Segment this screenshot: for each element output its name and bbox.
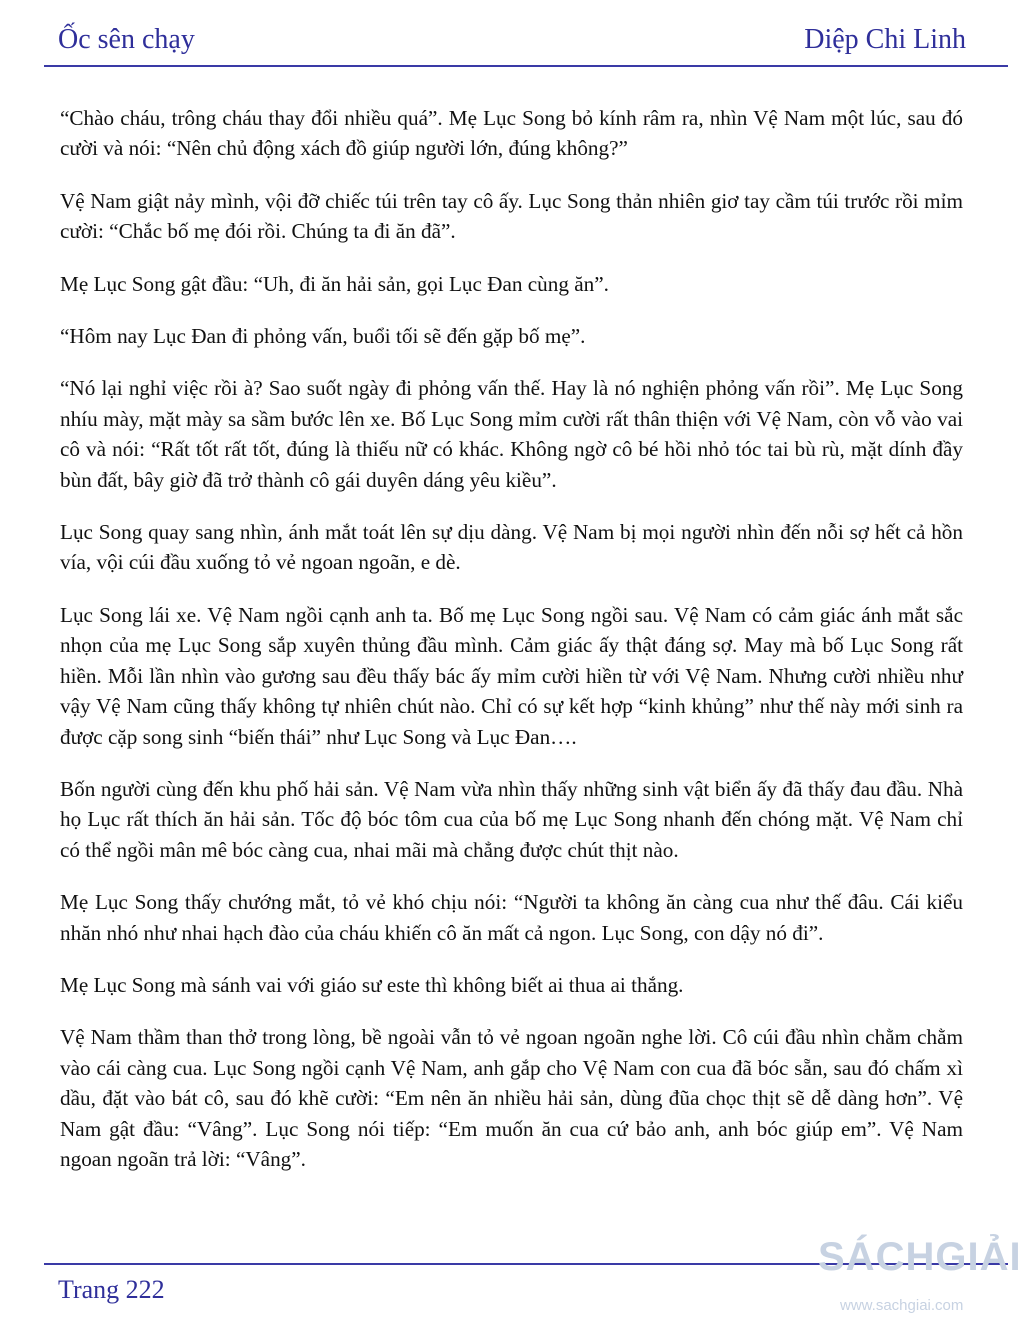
paragraph: Lục Song lái xe. Vệ Nam ngồi cạnh anh ta. Bố mẹ Lục Song ngồi sau. Vệ Nam có cảm giác ánh mắt sắc nhọn của mẹ Lục Song sắp xuyên thủng đầu mình. Cảm giác ấy thật đáng sợ. May mà bố Lục Song rất hiền. Mỗi lần nhìn vào gương sau đều thấy bác ấy mỉm cười hiền từ với Vệ Nam. Nhưng cười nhiều như vậy Vệ Nam cũng thấy không tự nhiên chút nào. Chỉ có sự kết hợp “kinh khủng” như thế này mới sinh ra được cặp song sinh “biến thái” như Lục Song và Lục Đan…. bbox=[60, 602, 963, 749]
paragraph: Vệ Nam giật nảy mình, vội đỡ chiếc túi trên tay cô ấy. Lục Song thản nhiên giơ tay cầm túi trước rồi mỉm cười: “Chắc bố mẹ đói rồi. Chúng ta đi ăn đã”. bbox=[60, 188, 963, 244]
paragraph: “Chào cháu, trông cháu thay đổi nhiều quá”. Mẹ Lục Song bỏ kính râm ra, nhìn Vệ Nam một lúc, sau đó cười và nói: “Nên chủ động xách đồ giúp người lớn, đúng không?” bbox=[60, 106, 963, 161]
paragraph: Mẹ Lục Song mà sánh vai với giáo sư este thì không biết ai thua ai thắng. bbox=[60, 972, 684, 997]
author-name: Diệp Chi Linh bbox=[804, 24, 966, 55]
paragraph: Bốn người cùng đến khu phố hải sản. Vệ Nam vừa nhìn thấy những sinh vật biển ấy đã thấy đau đầu. Nhà họ Lục rất thích ăn hải sản. Tốc độ bóc tôm cua của bố mẹ Lục Song nhanh đến chóng mặt. Vệ Nam chỉ có thể ngồi mân mê bóc càng cua, nhai mãi mà chẳng được chút thịt nào. bbox=[60, 776, 963, 862]
page-header bbox=[58, 24, 966, 64]
watermark-brand: SÁCHGIẢI bbox=[818, 1235, 1022, 1279]
header-divider bbox=[44, 65, 1008, 67]
paragraph: Vệ Nam thầm than thở trong lòng, bề ngoài vẫn tỏ vẻ ngoan ngoãn nghe lời. Cô cúi đầu nhìn chằm chằm vào cái càng cua. Lục Song ngồi cạnh Vệ Nam, anh gắp cho Vệ Nam con cua đã bóc sẵn, sau đó chấm xì dầu, đặt vào bát cô, sau đó khẽ cười: “Em nên ăn nhiều hải sản, dùng đũa chọc thịt sẽ dễ dàng hơn”. Vệ Nam gật đầu: “Vâng”. Lục Song nói tiếp: “Em muốn ăn cua cứ bảo anh, anh bóc giúp em”. Vệ Nam ngoan ngoãn trả lời: “Vâng”. bbox=[60, 1025, 963, 1171]
paragraph: Lục Song quay sang nhìn, ánh mắt toát lên sự dịu dàng. Vệ Nam bị mọi người nhìn đến nỗi sợ hết cả hồn vía, vội cúi đầu xuống tỏ vẻ ngoan ngoãn, e dè. bbox=[60, 520, 963, 575]
paragraph: Mẹ Lục Song gật đầu: “Uh, đi ăn hải sản, gọi Lục Đan cùng ăn”. bbox=[60, 271, 609, 296]
paragraph: “Hôm nay Lục Đan đi phỏng vấn, buổi tối sẽ đến gặp bố mẹ”. bbox=[60, 324, 586, 349]
watermark-logo bbox=[818, 1235, 1022, 1325]
paragraph: Mẹ Lục Song thấy chướng mắt, tỏ vẻ khó chịu nói: “Người ta không ăn càng cua như thế đâu. Cái kiểu nhăn nhó như nhai hạch đào của cháu khiến cô ăn mất cả ngon. Lục Song, con dậy nó đi”. bbox=[60, 890, 963, 945]
page-number: Trang 222 bbox=[58, 1275, 165, 1304]
page-body bbox=[60, 103, 963, 1196]
watermark-url: www.sachgiai.com bbox=[840, 1297, 964, 1314]
paragraph: “Nó lại nghỉ việc rồi à? Sao suốt ngày đi phỏng vấn thế. Hay là nó nghiện phỏng vấn rồi”. Mẹ Lục Song nhíu mày, mặt mày sa sầm bước lên xe. Bố Lục Song mỉm cười rất thân thiện với Vệ Nam, còn vỗ vào vai cô và nói: “Rất tốt rất tốt, đúng là thiếu nữ có khác. Không ngờ cô bé hồi nhỏ tóc tai bù rù, mặt dính đầy bùn đất, bây giờ đã trở thành cô gái duyên dáng yêu kiều”. bbox=[60, 376, 963, 492]
book-title: Ốc sên chạy bbox=[58, 24, 195, 55]
